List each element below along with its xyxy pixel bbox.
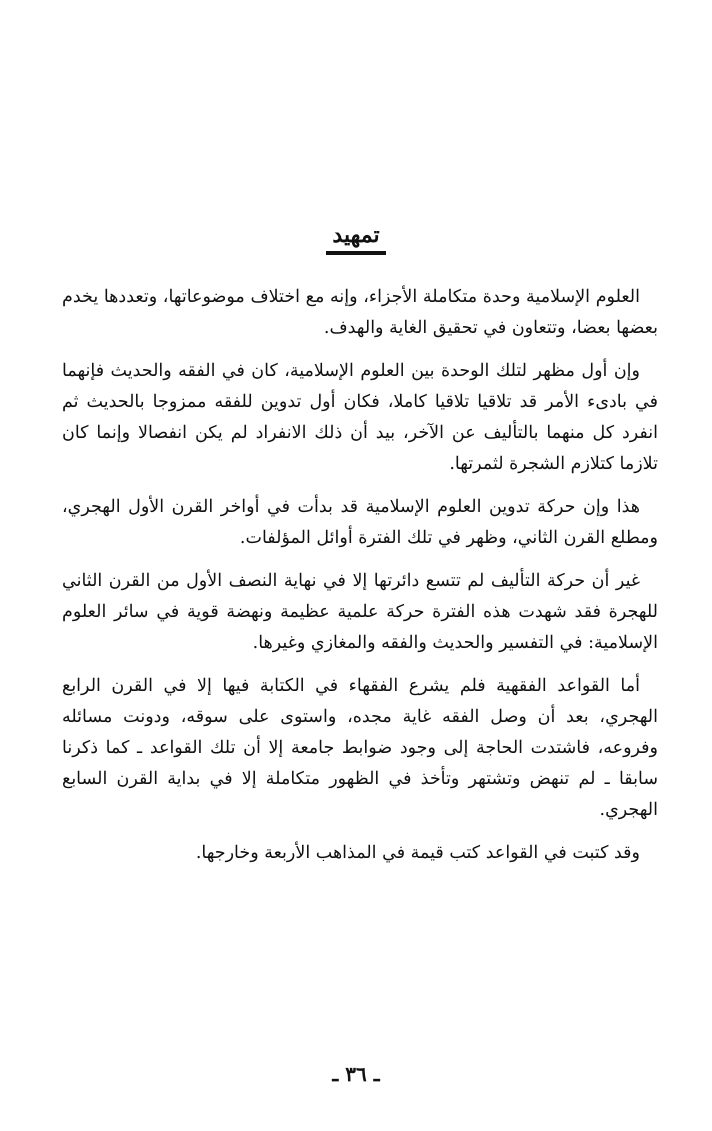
body-text: [62, 282, 658, 881]
section-heading-wrapper: [0, 222, 712, 255]
paragraph: هذا وإن حركة تدوين العلوم الإسلامية قد بدأت في أواخر القرن الأول الهجري، ومطلع القرن الثاني، وظهر في تلك الفترة أوائل المؤلفات.: [62, 497, 658, 548]
paragraph: غير أن حركة التأليف لم تتسع دائرتها إلا في نهاية النصف الأول من القرن الثاني للهجرة فقد شهدت هذه الفترة حركة علمية عظيمة ونهضة قوية في سائر العلوم الإسلامية: في التفسير والحديث والفقه والمغازي وغيرها.: [62, 571, 658, 653]
paragraph: وقد كتبت في القواعد كتب قيمة في المذاهب الأربعة وخارجها.: [195, 843, 640, 863]
page-number: ـ ٣٦ ـ: [332, 1062, 380, 1086]
paragraph: وإن أول مظهر لتلك الوحدة بين العلوم الإسلامية، كان في الفقه والحديث فإنهما في بادىء الأمر قد تلاقيا تلاقيا كاملا، فكان أول تدوين للفقه ممزوجا بالحديث ثم انفرد كل منهما بالتأليف عن الآخر، بيد أن ذلك الانفراد لم يكن انفصالا وإنما كان تلازما كتلازم الشجرة لثمرتها.: [62, 361, 658, 474]
paragraph: العلوم الإسلامية وحدة متكاملة الأجزاء، وإنه مع اختلاف موضوعاتها، وتعددها يخدم بعضها بعضا، وتتعاون في تحقيق الغاية والهدف.: [62, 287, 658, 338]
paragraph: أما القواعد الفقهية فلم يشرع الفقهاء في الكتابة فيها إلا في القرن الرابع الهجري، بعد أن وصل الفقه غاية مجده، واستوى على سوقه، ودونت مسائله وفروعه، فاشتدت الحاجة إلى وجود ضوابط جامعة إلا أن تلك القواعد ـ كما ذكرنا سابقا ـ لم تنهض وتشتهر وتأخذ في الظهور متكاملة إلا في بداية القرن السابع الهجري.: [62, 676, 658, 820]
section-heading: تمهيد: [326, 222, 385, 255]
